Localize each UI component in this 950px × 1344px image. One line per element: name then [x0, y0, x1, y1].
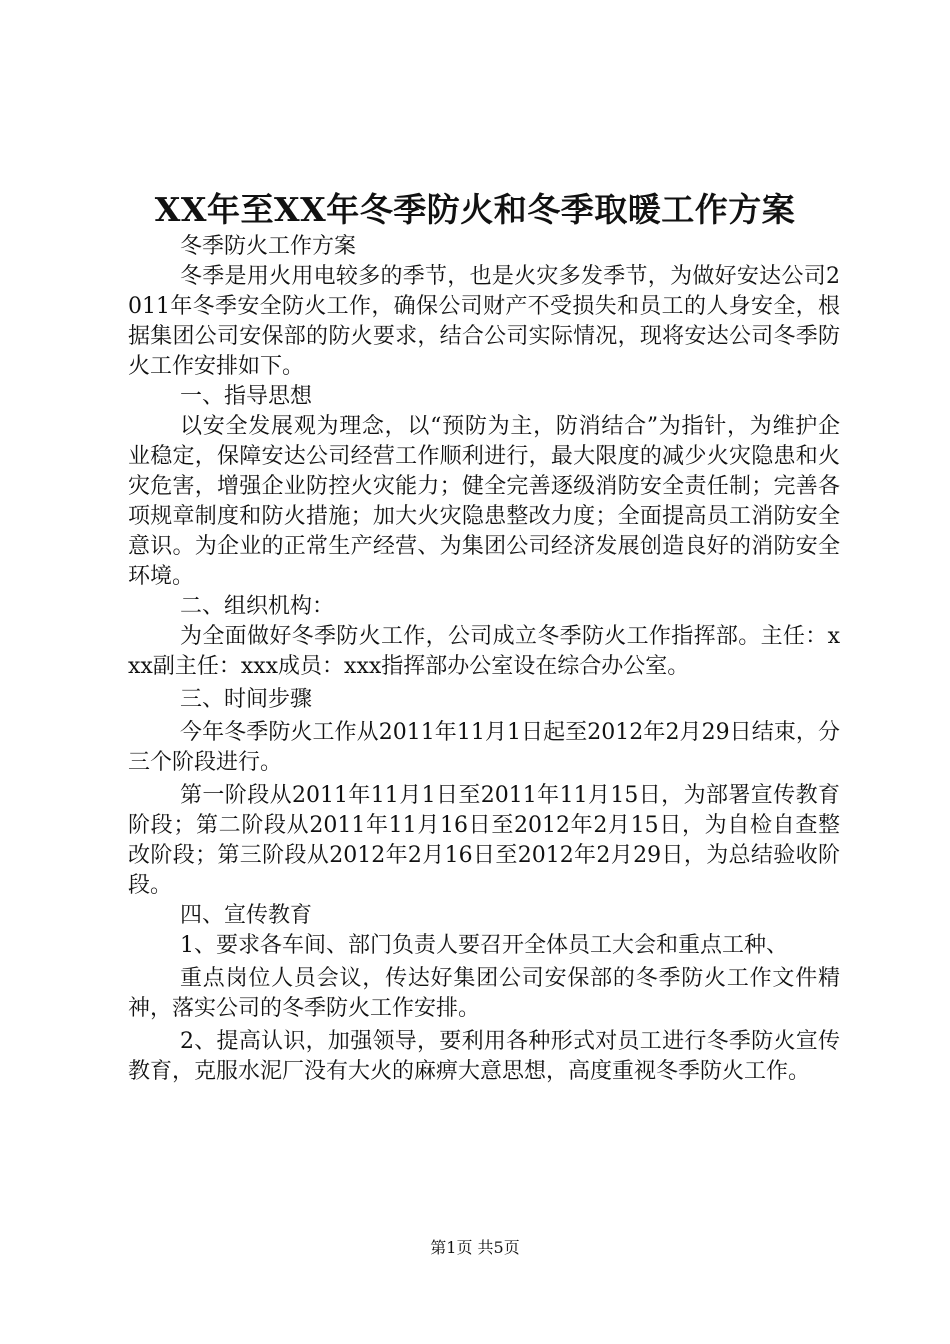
section-heading-guiding-thought: 一、指导思想	[180, 384, 313, 409]
paragraph-education-item-1-cont: 重点岗位人员会议，传达好集团公司安保部的冬季防火工作文件精神，落实公司的冬季防火工作安排。	[128, 966, 840, 1021]
paragraph-subtitle: 冬季防火工作方案	[180, 234, 357, 259]
paragraph-guiding-thought: 以安全发展观为理念，以“预防为主，防消结合”为指针，为维护企业稳定，保障安达公司经营工作顺利进行，最大限度的减少火灾隐患和火灾危害，增强企业防控火灾能力；健全完善逐级消防安全责任制；完善各项规章制度和防火措施；加大火灾隐患整改力度；全面提高员工消防安全意识。为企业的正常生产经营、为集团公司经济发展创造良好的消防安全环境。	[128, 414, 840, 589]
paragraph-organization: 为全面做好冬季防火工作，公司成立冬季防火工作指挥部。主任：xxx副主任：xxx成员：xxx指挥部办公室设在综合办公室。	[128, 624, 840, 679]
section-heading-organization: 二、组织机构：	[180, 594, 335, 619]
paragraph-education-item-1: 1、要求各车间、部门负责人要召开全体员工大会和重点工种、	[180, 933, 788, 958]
paragraph-phases: 第一阶段从2011年11月1日至2011年11月15日，为部署宣传教育阶段；第二阶段从2011年11月16日至2012年2月15日，为自检自查整改阶段；第三阶段从2012年2月16日至2012年2月29日，为总结验收阶段。	[128, 783, 840, 898]
document-body	[128, 232, 840, 1087]
page-number-footer: 第1页 共5页	[430, 1238, 520, 1257]
document-title: XX年至XX年冬季防火和冬季取暖工作方案	[154, 190, 796, 229]
section-heading-schedule: 三、时间步骤	[180, 687, 313, 712]
section-heading-education: 四、宣传教育	[180, 903, 313, 928]
paragraph-education-item-2: 2、提高认识，加强领导，要利用各种形式对员工进行冬季防火宣传教育，克服水泥厂没有大火的麻痹大意思想，高度重视冬季防火工作。	[128, 1029, 840, 1084]
paragraph-intro: 冬季是用火用电较多的季节，也是火灾多发季节，为做好安达公司2011年冬季安全防火工作，确保公司财产不受损失和员工的人身安全，根据集团公司安保部的防火要求，结合公司实际情况，现将安达公司冬季防火工作安排如下。	[128, 264, 840, 379]
paragraph-schedule: 今年冬季防火工作从2011年11月1日起至2012年2月29日结束，分三个阶段进行。	[128, 720, 840, 775]
